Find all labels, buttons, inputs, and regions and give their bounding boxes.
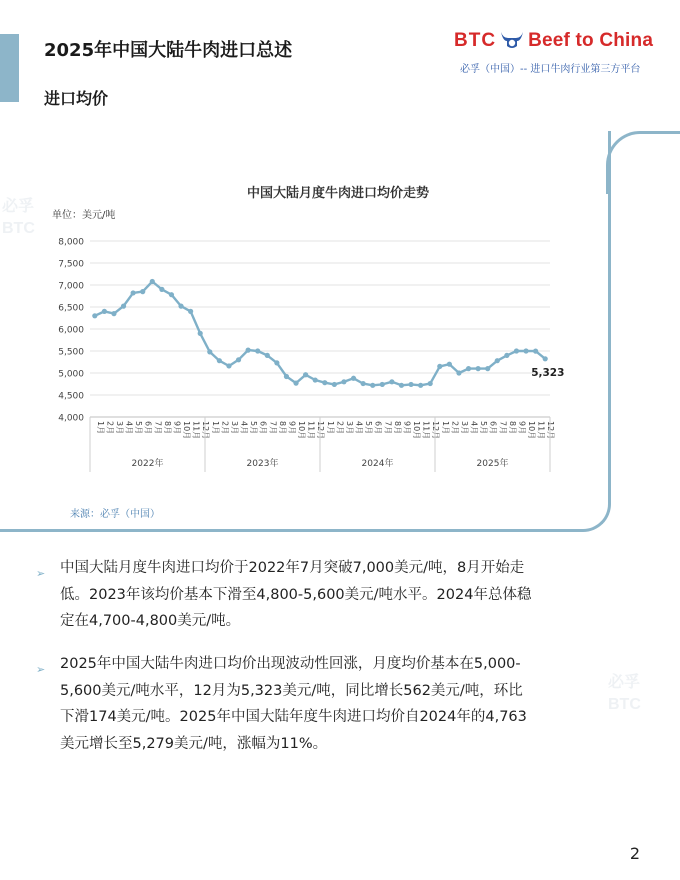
x-tick-label: 8月 (277, 421, 287, 435)
x-tick-label: 12月 (431, 421, 441, 440)
data-point (389, 379, 394, 384)
x-tick-label: 9月 (287, 421, 297, 435)
x-tick-label: 2月 (450, 421, 460, 435)
x-tick-label: 2月 (105, 421, 115, 435)
data-point (418, 383, 423, 388)
main-title: 2025年中国大陆牛肉进口总述 (44, 40, 293, 61)
y-tick-label: 7,000 (58, 281, 84, 292)
data-point (504, 353, 509, 358)
x-tick-label: 7月 (383, 421, 393, 435)
y-tick-label: 4,000 (58, 413, 84, 424)
data-point (159, 287, 164, 292)
logo-subtitle: 必孚（中国）-- 进口牛肉行业第三方平台 (460, 64, 641, 75)
x-tick-label: 12月 (316, 421, 326, 440)
data-point (380, 382, 385, 387)
data-point (341, 379, 346, 384)
data-point (332, 382, 337, 387)
data-point (533, 349, 538, 354)
data-point (265, 353, 270, 358)
page-number: 2 (629, 844, 640, 863)
data-point (456, 370, 461, 375)
x-tick-label: 7月 (268, 421, 278, 435)
x-tick-label: 10月 (182, 421, 192, 440)
x-tick-label: 12月 (201, 421, 211, 440)
data-point (303, 372, 308, 377)
logo-btc: BTC (454, 30, 497, 51)
x-tick-label: 6月 (373, 421, 383, 435)
data-point (92, 313, 97, 318)
x-tick-label: 10月 (412, 421, 422, 440)
x-tick-label: 2月 (335, 421, 345, 435)
data-point (188, 309, 193, 314)
data-point (495, 358, 500, 363)
x-tick-label: 6月 (143, 421, 153, 435)
x-tick-label: 7月 (498, 421, 508, 435)
data-point (437, 364, 442, 369)
x-tick-label: 4月 (354, 421, 364, 435)
y-tick-label: 8,000 (58, 237, 84, 248)
x-tick-label: 5月 (364, 421, 374, 435)
year-label: 2024年 (361, 459, 394, 469)
paragraph-2: 2025年中国大陆牛肉进口均价出现波动性回涨，月度均价基本在5,000- 5,600美元/吨水平，12月为5,323美元/吨，同比增长562美元/吨，环比 下滑174美元/吨。2025年中国大陆年度牛肉进口均价自2024年的4,763 美元增长至5,279美元/吨，涨幅为11%。 (60, 656, 527, 752)
y-tick-label: 7,500 (58, 259, 84, 270)
data-point (150, 279, 155, 284)
x-tick-label: 11月 (306, 421, 316, 440)
x-tick-label: 3月 (459, 421, 469, 435)
data-point (255, 348, 260, 353)
x-tick-label: 1月 (95, 421, 105, 435)
data-point (322, 380, 327, 385)
paragraph-1: 中国大陆月度牛肉进口均价于2022年7月突破7,000美元/吨，8月开始走 低。2023年该均价基本下滑至4,800-5,600美元/吨水平。2024年总体稳 定在4,700-4,800美元/吨。 (60, 560, 532, 629)
y-tick-label: 6,500 (58, 303, 84, 314)
x-tick-label: 6月 (258, 421, 268, 435)
data-point (351, 376, 356, 381)
data-point (543, 356, 548, 361)
data-point (236, 357, 241, 362)
x-tick-label: 8月 (392, 421, 402, 435)
x-tick-label: 4月 (124, 421, 134, 435)
data-point (428, 381, 433, 386)
data-point (476, 366, 481, 371)
x-tick-label: 10月 (297, 421, 307, 440)
x-tick-label: 1月 (210, 421, 220, 435)
data-point (523, 348, 528, 353)
year-label: 2022年 (131, 459, 164, 469)
watermark-right: 必孚 BTC (608, 674, 641, 713)
chart-title: 中国大陆月度牛肉进口均价走势 (246, 186, 430, 201)
data-point (207, 349, 212, 354)
x-tick-label: 1月 (325, 421, 335, 435)
x-tick-label: 9月 (402, 421, 412, 435)
x-tick-label: 9月 (172, 421, 182, 435)
bullet-arrow-icon: ➢ (36, 663, 46, 676)
year-label: 2023年 (246, 459, 279, 469)
data-point (408, 382, 413, 387)
logo-name: Beef to China (528, 30, 654, 51)
data-point (246, 348, 251, 353)
data-point (198, 331, 203, 336)
x-tick-label: 8月 (507, 421, 517, 435)
data-point (274, 360, 279, 365)
data-point (313, 377, 318, 382)
x-tick-label: 11月 (191, 421, 201, 440)
chart-source: 来源：必孚（中国） (70, 509, 160, 520)
data-point (169, 292, 174, 297)
data-point (466, 366, 471, 371)
x-tick-label: 8月 (162, 421, 172, 435)
data-point (370, 383, 375, 388)
data-point (226, 363, 231, 368)
x-tick-label: 11月 (536, 421, 546, 440)
x-tick-label: 5月 (479, 421, 489, 435)
y-tick-label: 5,000 (58, 369, 84, 380)
x-tick-label: 5月 (249, 421, 259, 435)
x-tick-label: 1月 (440, 421, 450, 435)
data-point (178, 304, 183, 309)
x-tick-label: 6月 (488, 421, 498, 435)
data-point (217, 358, 222, 363)
watermark-left: 必孚 BTC (2, 198, 35, 237)
x-tick-label: 12月 (546, 421, 556, 440)
data-point (111, 311, 116, 316)
year-label: 2025年 (476, 459, 509, 469)
x-tick-label: 4月 (469, 421, 479, 435)
data-point (447, 362, 452, 367)
x-tick-label: 5月 (134, 421, 144, 435)
bullet-arrow-icon: ➢ (36, 567, 46, 580)
chart-unit-label: 单位：美元/吨 (52, 210, 116, 221)
data-point (102, 309, 107, 314)
data-point (293, 381, 298, 386)
x-tick-label: 4月 (239, 421, 249, 435)
data-point (399, 383, 404, 388)
data-point (514, 348, 519, 353)
x-tick-label: 3月 (344, 421, 354, 435)
x-tick-label: 3月 (229, 421, 239, 435)
data-point (121, 304, 126, 309)
data-point (361, 381, 366, 386)
data-label-last: 5,323 (531, 366, 565, 379)
x-tick-label: 2月 (220, 421, 230, 435)
y-tick-label: 6,000 (58, 325, 84, 336)
data-point (284, 374, 289, 379)
x-tick-label: 11月 (421, 421, 431, 440)
x-tick-label: 7月 (153, 421, 163, 435)
data-point (131, 290, 136, 295)
x-tick-label: 10月 (527, 421, 537, 440)
x-tick-label: 3月 (114, 421, 124, 435)
data-point (140, 289, 145, 294)
section-title: 进口均价 (44, 89, 109, 108)
y-tick-label: 5,500 (58, 347, 84, 358)
data-point (485, 366, 490, 371)
x-tick-label: 9月 (517, 421, 527, 435)
y-tick-label: 4,500 (58, 391, 84, 402)
